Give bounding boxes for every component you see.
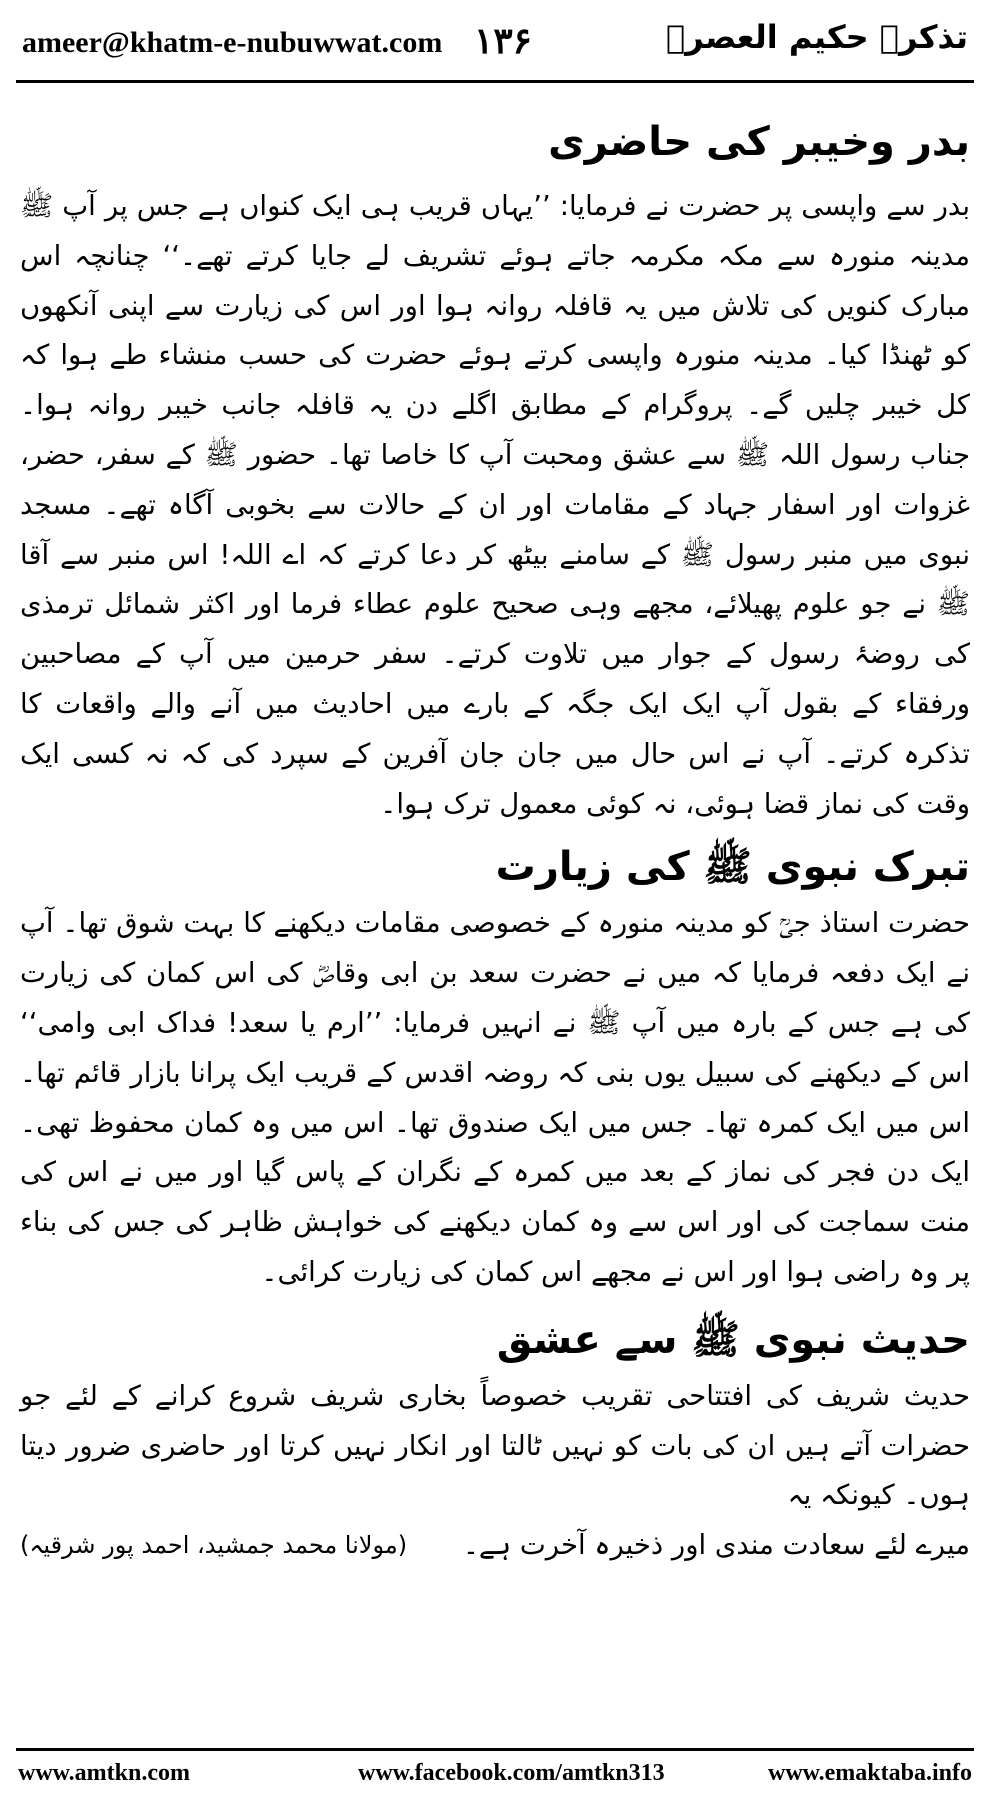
footer-divider — [16, 1748, 974, 1751]
author-credit: (مولانا محمد جمشید، احمد پور شرقیہ) — [20, 1531, 408, 1560]
page-body — [20, 110, 970, 1571]
book-title: تذکرہ حکیم العصرؒ — [665, 18, 968, 56]
section-heading: تبرک نبوی ﷺ کی زیارت — [495, 844, 970, 891]
page-number: ۱۳۶ — [474, 20, 533, 62]
footer-link-amtkn[interactable]: www.amtkn.com — [18, 1760, 190, 1786]
section-paragraph: حدیث شریف کی افتتاحی تقریب خصوصاً بخاری شریف شروع کرانے کے لئے جو حضرات آتے ہیں ان کی بات کو نہیں ٹالتا اور انکار نہیں کرتا اور حاضری ضرور دیتا ہوں۔ کیونکہ یہ — [20, 1379, 970, 1512]
section-paragraph: بدر سے واپسی پر حضرت نے فرمایا: ’’یہاں قریب ہی ایک کنواں ہے جس پر آپ ﷺ مدینہ منورہ سے مکہ مکرمہ جاتے ہوئے تشریف لے جایا کرتے تھے۔‘‘ چنانچہ اس مبارک کنویں کی تلاش میں یہ قافلہ روانہ ہوا اور اس کی زیارت سے اپنی آنکھوں کو ٹھنڈا کیا۔ مدینہ منورہ واپسی کرتے ہوئے حضرت کی حسب منشاء طے ہوا کہ کل خیبر چلیں گے۔ پروگرام کے مطابق اگلے دن یہ قافلہ جانب خیبر روانہ ہوا۔ جناب رسول اللہ ﷺ سے عشق ومحبت آپ کا خاصا تھا۔ حضور ﷺ کے سفر، حضر، غزوات اور اسفار جہاد کے مقامات اور ان کے حالات سے بخوبی آگاہ تھے۔ مسجد نبوی میں منبر رسول ﷺ کے سامنے بیٹھ کر دعا کرتے کہ اے اللہ! اس منبر سے آقا ﷺ نے جو علوم پھیلائے، مجھے وہی صحیح علوم عطاء فرما اور اکثر شمائل ترمذی کی روضۂ رسول کے جوار میں تلاوت کرتے۔ سفر حرمین میں آپ کے مصاحبین ورفقاء کے بقول آپ ایک ایک جگہ کے بارے میں احادیث میں آنے والے واقعات کا تذکرہ کرتے۔ آپ نے اس حال میں جان جان آفرین کے سپرد کی کہ نہ کسی ایک وقت کی نماز قضا ہوئی، نہ کوئی معمول ترک ہوا۔ — [20, 190, 970, 820]
header-email: ameer@khatm-e-nubuwwat.com — [22, 26, 443, 59]
closing-line — [20, 1521, 970, 1571]
header-divider — [16, 80, 974, 83]
section-heading: بدر وخیبر کی حاضری — [548, 119, 970, 165]
section-paragraph: حضرت استاذ جیؒ کو مدینہ منورہ کے خصوصی مقامات دیکھنے کا بہت شوق تھا۔ آپ نے ایک دفعہ فرمایا کہ میں نے حضرت سعد بن ابی وقاصؓ کی اس کمان کی زیارت کی ہے جس کے بارہ میں آپ ﷺ نے انہیں فرمایا: ’’ارم یا سعد! فداک ابی وامی‘‘ اس کے دیکھنے کی سبیل یوں بنی کہ روضہ اقدس کے قریب ایک پرانا بازار قائم تھا۔ اس میں ایک کمرہ تھا۔ جس میں ایک صندوق تھا۔ اس میں وہ کمان محفوظ تھی۔ ایک دن فجر کی نماز کے بعد میں کمرہ کے نگران کے پاس گیا اور میں نے اس کی منت سماجت کی اور اس سے وہ کمان دیکھنے کی خواہش ظاہر کی جس کی بناء پر وہ راضی ہوا اور اس نے مجھے اس کمان کی زیارت کرائی۔ — [20, 907, 970, 1288]
footer-link-emaktaba[interactable]: www.emaktaba.info — [767, 1760, 972, 1786]
section-heading: حدیث نبوی ﷺ سے عشق — [496, 1316, 970, 1363]
footer-link-facebook[interactable]: www.facebook.com/amtkn313 — [358, 1760, 665, 1786]
page-footer — [18, 1760, 972, 1800]
page-header — [22, 18, 968, 78]
closing-text: میرے لئے سعادت مندی اور ذخیرہ آخرت ہے۔ — [462, 1529, 970, 1562]
